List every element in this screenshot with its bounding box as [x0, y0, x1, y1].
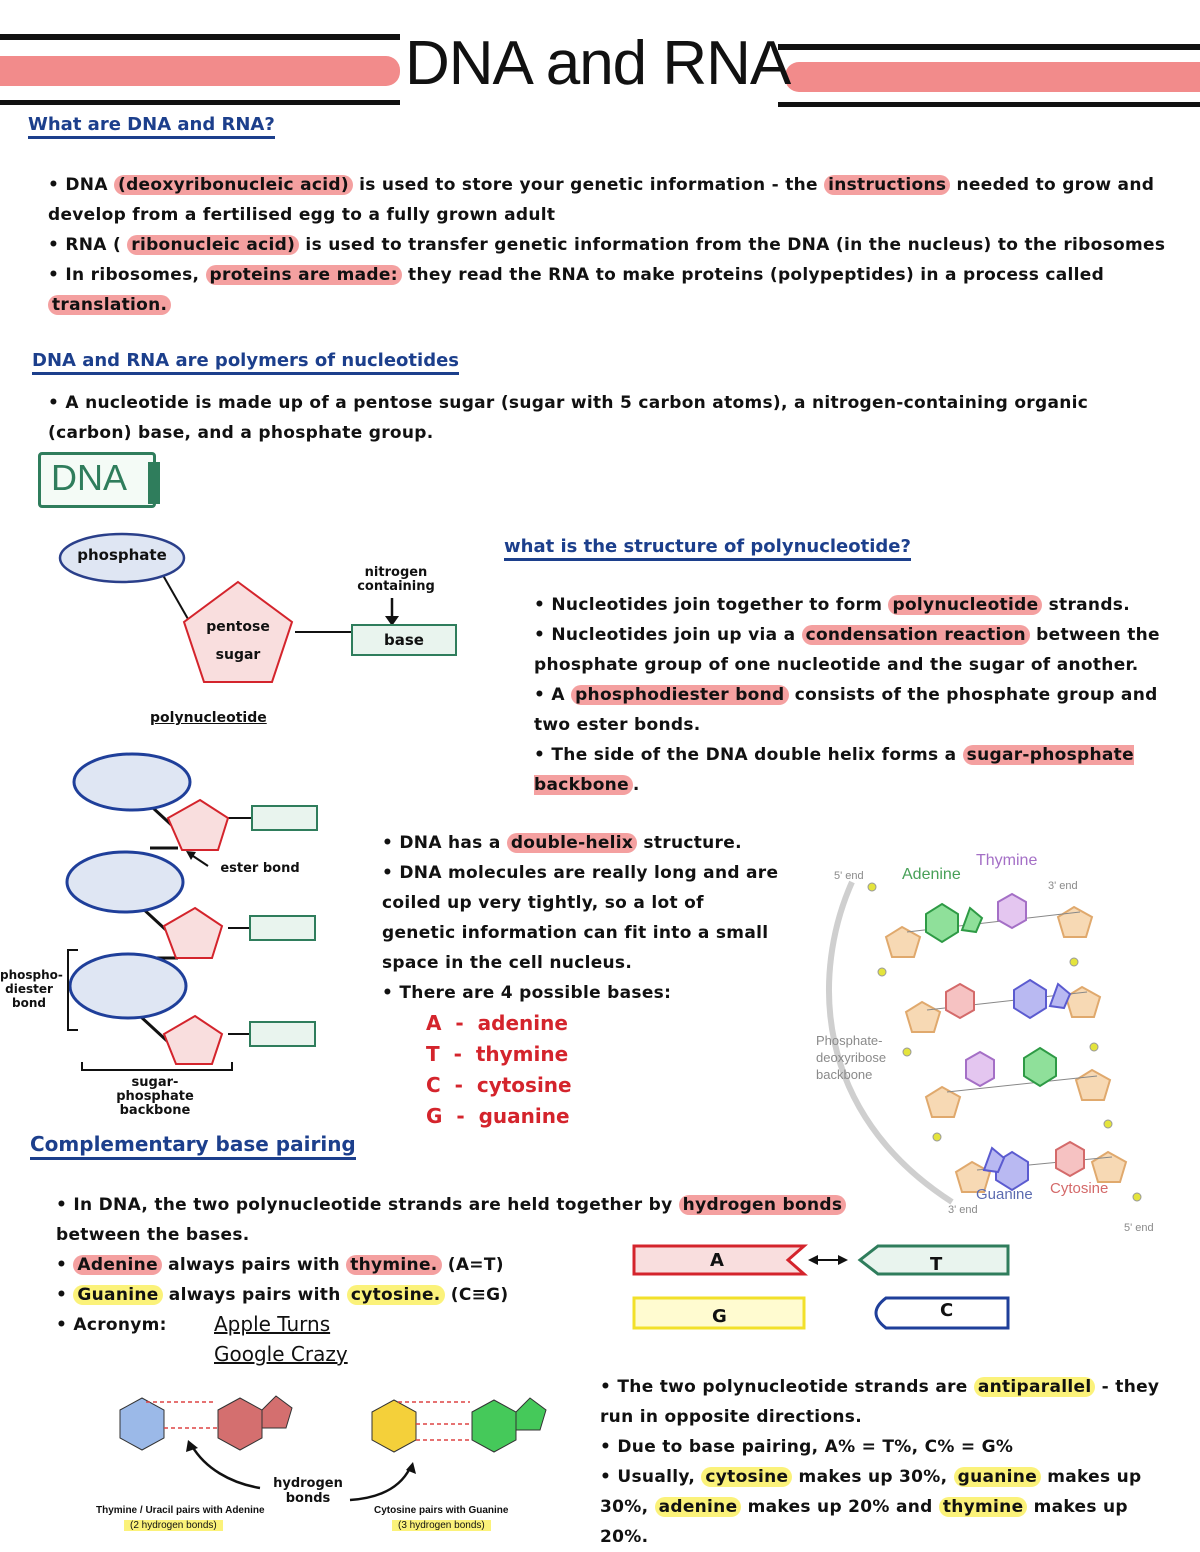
list-item: • In ribosomes, proteins are made: they read the RNA to make proteins (polypeptides) in a process called translation. [48, 265, 1105, 315]
section2-heading: DNA and RNA are polymers of nucleotides [32, 350, 459, 375]
nitrogen-label: nitrogen containing [357, 565, 435, 594]
list-item: • In DNA, the two polynucleotide strands are held together by hydrogen bonds between the bases. [56, 1190, 916, 1250]
pentose-label: pentose [206, 619, 270, 635]
pair-boxes [628, 1238, 1018, 1338]
left-caption-sub: (2 hydrogen bonds) [124, 1520, 223, 1531]
list-item: • The two polynucleotide strands are antiparallel - they run in opposite directions. [600, 1377, 1160, 1427]
left-caption: Thymine / Uracil pairs with Adenine [96, 1505, 265, 1516]
helix-backbone-label: Phosphate- deoxyribose backbone [816, 1033, 887, 1082]
list-item: • Nucleotides join together to form polynucleotide strands. [534, 595, 1130, 615]
pair-box-a-label: A [710, 1250, 724, 1271]
list-item: • Due to base pairing, A% = T%, C% = G% [600, 1437, 1014, 1457]
list-item: • RNA ( ribonucleic acid) is used to transfer genetic information from the DNA (in the nucleus) to the ribosomes [48, 235, 1166, 255]
dna-tag [38, 452, 156, 508]
helix-thymine-label: Thymine [976, 852, 1038, 869]
page-title: DNA and RNA [405, 29, 791, 98]
list-item: • Guanine always pairs with cytosine. (C≡G) [56, 1285, 509, 1305]
helix-cytosine-label: Cytosine [1050, 1180, 1109, 1197]
helix-adenine-label: Adenine [902, 866, 961, 883]
base-item: G - guanine [426, 1104, 570, 1128]
section1-heading: What are DNA and RNA? [28, 114, 275, 139]
list-item: • A phosphodiester bond consists of the phosphate group and two ester bonds. [534, 685, 1158, 735]
pair-box-c-label: C [940, 1300, 954, 1321]
acronym-line-2: Google Crazy [214, 1342, 348, 1366]
banner-line-bottom-right [778, 102, 1200, 107]
banner-line-bottom-left [0, 100, 400, 105]
hbond-label: hydrogen bonds [273, 1476, 343, 1506]
list-item: • Adenine always pairs with thymine. (A=T) [56, 1255, 504, 1275]
list-item: • There are 4 possible bases: [382, 983, 672, 1003]
bases-list [426, 1008, 572, 1132]
helix-3end-top: 3' end [1048, 880, 1078, 892]
list-item: • DNA molecules are really long and are coiled up very tightly, so a lot of genetic information can fit into a small space in the cell nucleus. [382, 863, 779, 973]
list-item: • DNA has a double-helix structure. [382, 833, 742, 853]
list-item: • Usually, cytosine makes up 30%, guanine makes up 30%, adenine makes up 20% and thymine makes up 20%. [600, 1467, 1142, 1547]
banner-red-right [785, 62, 1200, 92]
phosphodiester-label: phospho- diester bond [0, 968, 63, 1010]
helix-5end-top: 5' end [834, 870, 864, 882]
pair-box-g-label: G [712, 1306, 727, 1327]
banner-red-left [0, 56, 400, 86]
list-item: • DNA (deoxyribonucleic acid) is used to store your genetic information - the instructions needed to grow and develop from a fertilised egg to a fully grown adult [48, 175, 1155, 225]
section4-bullets [382, 828, 782, 1008]
banner-line-top-left [0, 34, 400, 40]
list-item: • Nucleotides join up via a condensation reaction between the phosphate group of one nucleotide and the sugar of another. [534, 625, 1160, 675]
acronym-label: • Acronym: [56, 1315, 167, 1335]
helix-5end-bottom: 5' end [1124, 1222, 1154, 1234]
section5-heading: Complementary base pairing [30, 1132, 356, 1160]
pair-box-t-label: T [930, 1254, 943, 1275]
sugar-label: sugar [215, 647, 261, 663]
acronym-line-1: Apple Turns [214, 1312, 331, 1336]
section1-bullets [48, 170, 1188, 320]
section6-bullets [600, 1372, 1180, 1552]
list-item: • The side of the DNA double helix forms a sugar-phosphate backbone . [534, 745, 1134, 795]
polynucleotide-diagram [0, 736, 330, 1116]
dna-tag-label: DNA [51, 457, 128, 498]
section2-text: • A nucleotide is made up of a pentose sugar (sugar with 5 carbon atoms), a nitrogen-containing organic (carbon) base, and a phosphate group. [48, 393, 1089, 443]
base-item: T - thymine [426, 1042, 569, 1066]
phosphate-label: phosphate [77, 546, 167, 564]
ester-bond-label: ester bond [220, 861, 300, 876]
banner-line-top-right [778, 44, 1200, 50]
section3-bullets [534, 590, 1184, 800]
right-caption-sub: (3 hydrogen bonds) [392, 1520, 491, 1531]
section3-heading: what is the structure of polynucleotide? [504, 536, 911, 561]
helix-3end-bottom: 3' end [948, 1204, 978, 1216]
base-label: base [384, 631, 424, 649]
backbone-label: sugar- phosphate backbone [116, 1075, 194, 1118]
dna-tag-tab [148, 462, 160, 504]
right-caption: Cytosine pairs with Guanine [374, 1505, 509, 1516]
title-banner [0, 26, 1200, 106]
helix-guanine-label: Guanine [976, 1186, 1033, 1203]
base-item: A - adenine [426, 1011, 568, 1035]
polynucleotide-title: polynucleotide [150, 710, 267, 726]
base-item: C - cytosine [426, 1073, 572, 1097]
